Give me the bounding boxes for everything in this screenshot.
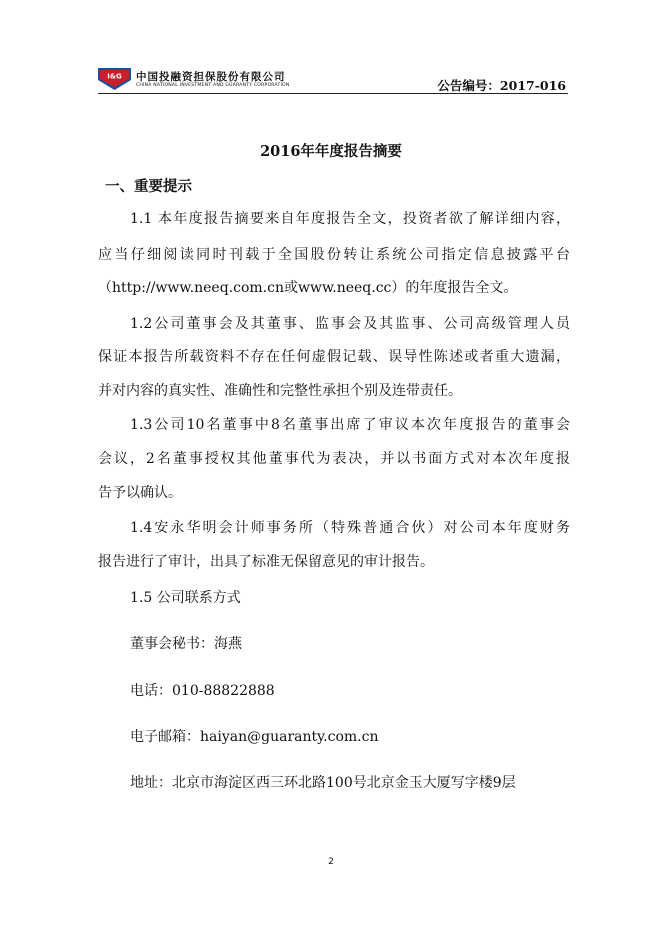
logo-text: I&G [107, 72, 122, 81]
section-heading: 一、重要提示 [105, 178, 192, 195]
page-number: 2 [328, 857, 334, 867]
company-name-cn: 中国投融资担保股份有限公司 [136, 71, 286, 83]
company-name-en: CHINA NATIONAL INVESTMENT AND GUARANTY CORPORATION [136, 83, 290, 88]
paragraph-line: 1.5 公司联系方式 [130, 590, 241, 606]
header-divider [98, 93, 568, 94]
notice-number: 公告编号：2017-016 [437, 78, 566, 93]
paragraph-line: 1.3公司10名董事中8名董事出席了审议本次年度报告的董事会 [130, 417, 570, 433]
company-logo-icon [98, 68, 131, 90]
paragraph-line: 保证本报告所载资料不存在任何虚假记载、误导性陈述或者重大遗漏， [98, 349, 570, 365]
paragraph-line: 并对内容的真实性、准确性和完整性承担个别及连带责任。 [98, 383, 462, 399]
paragraph-line: 1.4安永华明会计师事务所（特殊普通合伙）对公司本年度财务 [130, 520, 570, 536]
contact-secretary: 董事会秘书：海燕 [130, 636, 242, 652]
paragraph-line: 1.2公司董事会及其董事、监事会及其监事、公司高级管理人员 [130, 316, 570, 332]
paragraph-line: 1.1 本年度报告摘要来自年度报告全文，投资者欲了解详细内容， [130, 211, 570, 227]
contact-email: 电子邮箱：haiyan@guaranty.com.cn [130, 729, 379, 745]
paragraph-line: 告予以确认。 [98, 485, 182, 501]
contact-address: 地址：北京市海淀区西三环北路100号北京金玉大厦写字楼9层 [130, 775, 516, 791]
paragraph-line: （http://www.neeq.com.cn或www.neeq.cc）的年度报告全文。 [98, 280, 518, 296]
contact-phone: 电话：010-88822888 [130, 683, 275, 699]
paragraph-line: 应当仔细阅读同时刊载于全国股份转让系统公司指定信息披露平台 [98, 247, 570, 263]
page-header [98, 62, 568, 96]
paragraph-line: 报告进行了审计，出具了标准无保留意见的审计报告。 [98, 554, 434, 570]
document-title: 2016年年度报告摘要 [260, 143, 402, 160]
paragraph-line: 会议，2名董事授权其他董事代为表决，并以书面方式对本次年度报 [98, 451, 570, 467]
